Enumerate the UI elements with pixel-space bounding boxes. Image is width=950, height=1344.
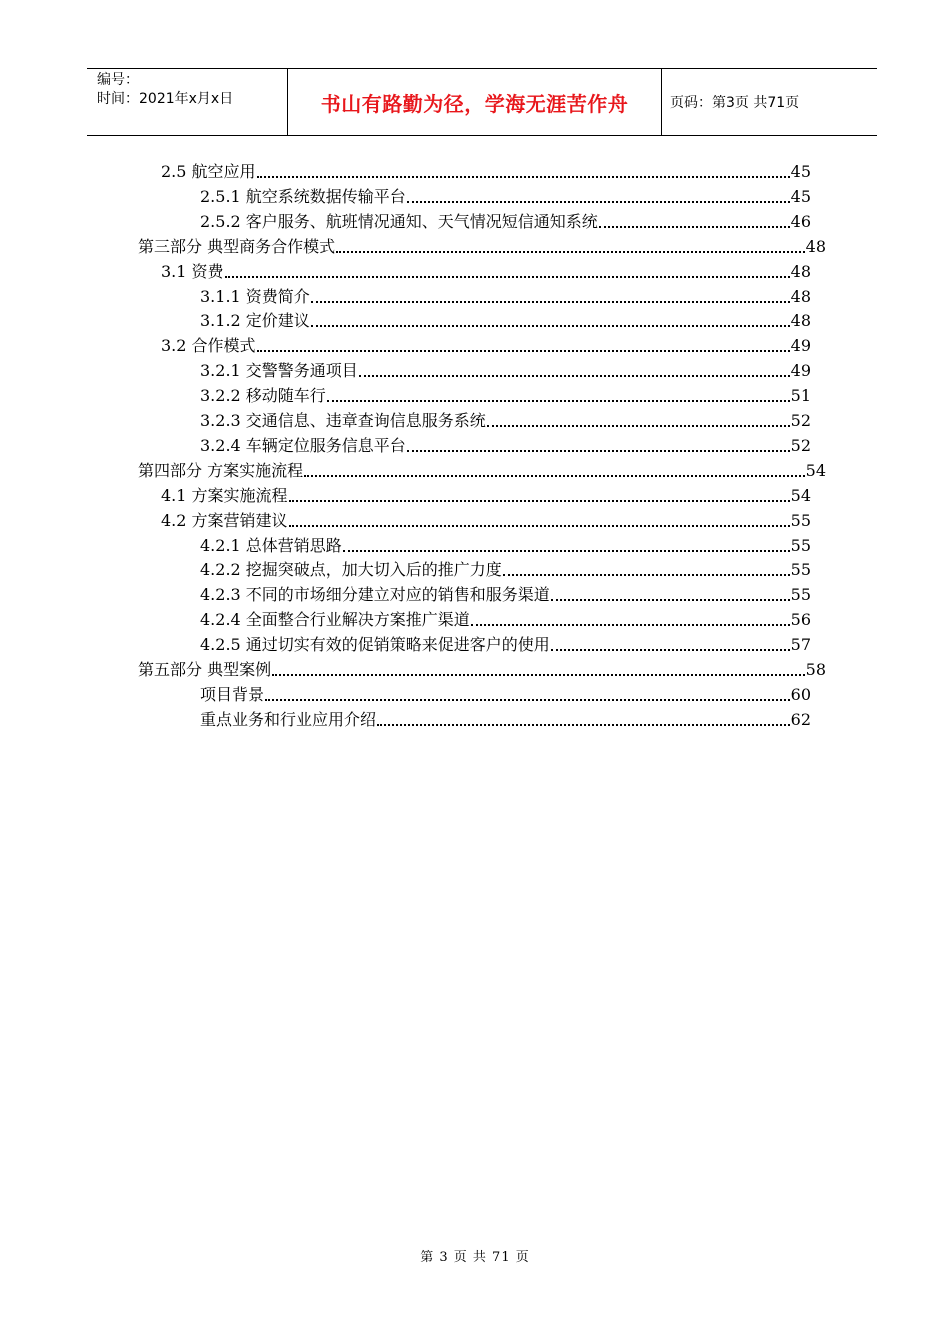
toc-entry-title: 3.1.2 定价建议 xyxy=(200,311,310,331)
toc-dot-leader xyxy=(487,424,790,427)
toc-entry[interactable] xyxy=(161,158,811,183)
toc-dot-leader xyxy=(289,524,790,527)
toc-dot-leader xyxy=(257,175,790,178)
header-motto: 书山有路勤为径，学海无涯苦作舟 xyxy=(288,69,662,135)
toc-dot-leader xyxy=(272,673,805,676)
toc-dot-leader xyxy=(551,648,790,651)
toc-entry-title: 重点业务和行业应用介绍 xyxy=(200,709,377,729)
header-number: 编号： xyxy=(97,72,139,88)
toc-entry-page: 55 xyxy=(790,560,811,580)
page-footer: 第 3 页 共 71 页 xyxy=(420,1250,530,1265)
toc-entry-page: 52 xyxy=(790,435,811,455)
toc-entry-title: 3.2.4 车辆定位服务信息平台 xyxy=(200,435,406,455)
toc-entry-page: 52 xyxy=(790,411,811,430)
toc-entry-page: 54 xyxy=(790,485,811,505)
toc-entry-title: 3.2.1 交警警务通项目 xyxy=(200,361,358,381)
toc-entry-page: 55 xyxy=(790,585,811,605)
toc-entry-title: 第三部分 典型商务合作模式 xyxy=(138,236,336,256)
toc-entry-title: 3.2 合作模式 xyxy=(161,336,256,356)
toc-entry[interactable] xyxy=(200,382,811,407)
toc-dot-leader xyxy=(551,598,790,601)
toc-entry[interactable] xyxy=(200,556,811,581)
toc-entry[interactable] xyxy=(200,432,811,457)
toc-entry-title: 3.1 资费 xyxy=(161,261,224,281)
toc-dot-leader xyxy=(407,449,790,452)
toc-dot-leader xyxy=(407,200,790,203)
toc-dot-leader xyxy=(304,474,805,477)
toc-entry-title: 4.2.2 挖掘突破点，加大切入后的推广力度 xyxy=(200,560,502,580)
toc-dot-leader xyxy=(336,250,805,253)
toc-dot-leader xyxy=(599,225,790,228)
toc-entry-page: 45 xyxy=(790,186,811,206)
toc-dot-leader xyxy=(377,723,790,726)
toc-entry-page: 48 xyxy=(805,236,826,256)
toc-entry-title: 2.5 航空应用 xyxy=(161,162,256,181)
toc-entry-title: 2.5.2 客户服务、航班情况通知、天气情况短信通知系统 xyxy=(200,211,598,231)
toc-dot-leader xyxy=(359,374,790,377)
toc-entry-title: 4.2.5 通过切实有效的促销策略来促进客户的使用 xyxy=(200,635,550,655)
header-meta xyxy=(87,69,288,135)
toc-entry-title: 4.2.3 不同的市场细分建立对应的销售和服务渠道 xyxy=(200,585,550,605)
toc-entry-page: 56 xyxy=(790,610,811,630)
toc-dot-leader xyxy=(327,399,790,402)
toc-entry-title: 项目背景 xyxy=(200,684,265,704)
toc-dot-leader xyxy=(343,549,790,552)
header-time: 时间：2021年x月x日 xyxy=(97,91,234,107)
toc-entry[interactable] xyxy=(200,581,811,606)
toc-entry-page: 54 xyxy=(805,460,826,480)
toc-entry-title: 第五部分 典型案例 xyxy=(138,660,272,679)
toc-dot-leader xyxy=(289,499,790,502)
toc-dot-leader xyxy=(265,698,790,701)
toc-entry[interactable] xyxy=(200,681,811,706)
toc-dot-leader xyxy=(503,573,790,576)
toc-dot-leader xyxy=(311,300,790,303)
toc-entry[interactable] xyxy=(200,208,811,233)
toc-entry-page: 49 xyxy=(790,336,811,356)
toc-entry[interactable] xyxy=(200,283,811,308)
toc-entry-page: 58 xyxy=(805,660,826,679)
toc-entry-title: 3.2.2 移动随车行 xyxy=(200,386,326,406)
toc-entry[interactable] xyxy=(200,631,811,656)
toc-entry-title: 第四部分 方案实施流程 xyxy=(138,460,304,480)
toc-entry-title: 4.2.1 总体营销思路 xyxy=(200,535,342,555)
toc-entry[interactable] xyxy=(200,407,811,432)
toc-entry-page: 51 xyxy=(790,386,811,406)
toc-dot-leader xyxy=(225,275,790,278)
toc-entry-page: 45 xyxy=(790,162,811,181)
toc-entry-page: 48 xyxy=(790,261,811,281)
toc-entry[interactable] xyxy=(161,258,811,283)
toc-entry[interactable] xyxy=(200,307,811,332)
toc-dot-leader xyxy=(471,623,790,626)
toc-entry[interactable] xyxy=(161,507,811,532)
toc-entry[interactable] xyxy=(138,656,826,681)
toc-entry-page: 60 xyxy=(790,684,811,704)
toc-entry-page: 48 xyxy=(790,286,811,306)
toc-entry-page: 57 xyxy=(790,635,811,655)
toc-dot-leader xyxy=(311,324,790,327)
toc-entry[interactable] xyxy=(200,183,811,208)
toc-entry[interactable] xyxy=(161,332,811,357)
header-page-number: 页码：第3页 共71页 xyxy=(670,95,800,111)
toc-entry-title: 4.1 方案实施流程 xyxy=(161,485,288,505)
toc-entry[interactable] xyxy=(200,357,811,382)
toc-dot-leader xyxy=(257,349,790,352)
toc-entry-title: 4.2 方案营销建议 xyxy=(161,510,288,530)
toc-entry-title: 3.2.3 交通信息、违章查询信息服务系统 xyxy=(200,411,486,430)
toc-entry[interactable] xyxy=(200,606,811,631)
toc-entry-title: 4.2.4 全面整合行业解决方案推广渠道 xyxy=(200,610,470,630)
toc-entry[interactable] xyxy=(138,233,826,258)
toc-entry-title: 3.1.1 资费简介 xyxy=(200,286,310,306)
toc-entry-title: 2.5.1 航空系统数据传输平台 xyxy=(200,186,406,206)
page-header xyxy=(87,68,877,136)
toc-entry[interactable] xyxy=(161,482,811,507)
toc-entry-page: 48 xyxy=(790,311,811,331)
toc-entry-page: 55 xyxy=(790,510,811,530)
toc-entry-page: 49 xyxy=(790,361,811,381)
toc-entry[interactable] xyxy=(138,457,826,482)
toc-entry[interactable] xyxy=(200,706,811,731)
toc-entry-page: 55 xyxy=(790,535,811,555)
toc-entry[interactable] xyxy=(200,532,811,557)
toc-entry-page: 62 xyxy=(790,709,811,729)
toc-entry-page: 46 xyxy=(790,211,811,231)
